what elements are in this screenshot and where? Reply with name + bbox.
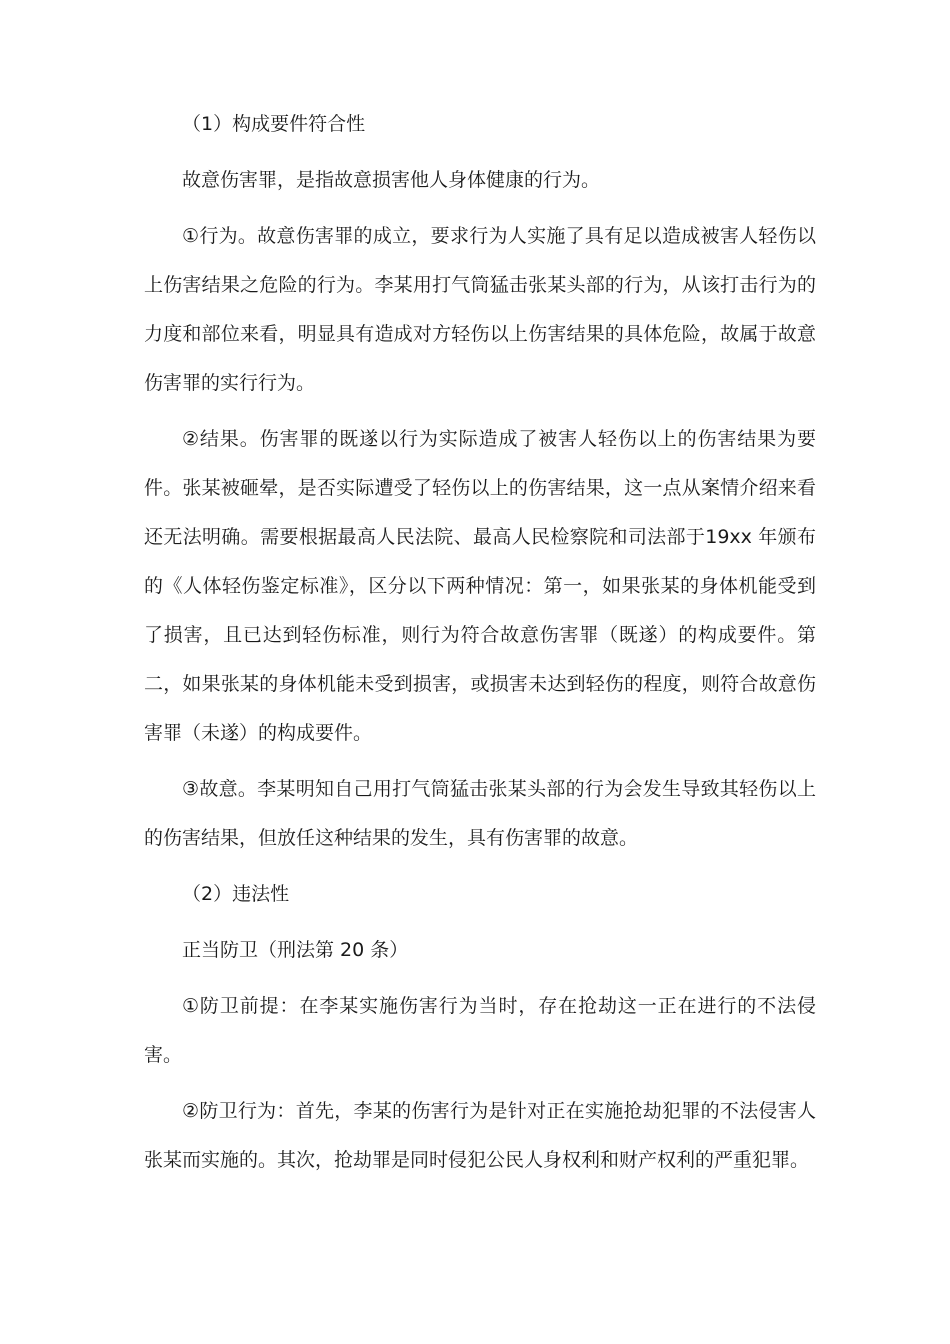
paragraph-intent: ③故意。李某明知自己用打气筒猛击张某头部的行为会发生导致其轻伤以上的伤害结果，但放任这种结果的发生，具有伤害罪的故意。 [144, 778, 816, 849]
document-body [144, 100, 816, 1185]
paragraph-definition: 故意伤害罪，是指故意损害他人身体健康的行为。 [182, 169, 601, 191]
section-heading-constituent-elements: （1）构成要件符合性 [182, 113, 366, 135]
paragraph-self-defense-title: 正当防卫（刑法第 20 条） [182, 939, 409, 961]
section-heading-illegality: （2）违法性 [182, 883, 290, 905]
paragraph-defense-act: ②防卫行为：首先，李某的伤害行为是针对正在实施抢劫犯罪的不法侵害人张某而实施的。其次，抢劫罪是同时侵犯公民人身权利和财产权利的严重犯罪。 [144, 1100, 816, 1171]
paragraph-defense-premise: ①防卫前提：在李某实施伤害行为当时，存在抢劫这一正在进行的不法侵害。 [144, 995, 816, 1066]
paragraph-act: ①行为。故意伤害罪的成立，要求行为人实施了具有足以造成被害人轻伤以上伤害结果之危险的行为。李某用打气筒猛击张某头部的行为，从该打击行为的力度和部位来看，明显具有造成对方轻伤以上伤害结果的具体危险，故属于故意伤害罪的实行行为。 [144, 225, 816, 394]
paragraph-result: ②结果。伤害罪的既遂以行为实际造成了被害人轻伤以上的伤害结果为要件。张某被砸晕，是否实际遭受了轻伤以上的伤害结果，这一点从案情介绍来看还无法明确。需要根据最高人民法院、最高人民检察院和司法部于19xx 年颁布的《人体轻伤鉴定标准》，区分以下两种情况：第一，如果张某的身体机能受到了损害，且已达到轻伤标准，则行为符合故意伤害罪（既遂）的构成要件。第二，如果张某的身体机能未受到损害，或损害未达到轻伤的程度，则符合故意伤害罪（未遂）的构成要件。 [144, 428, 816, 744]
